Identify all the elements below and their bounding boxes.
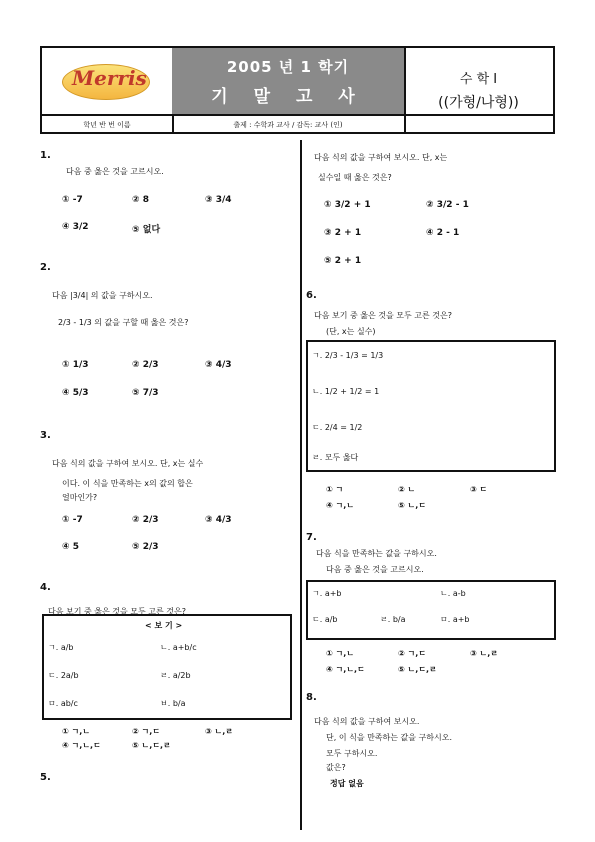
- choice: ② 2/3: [132, 360, 159, 370]
- choice: ⑤ 7/3: [132, 388, 159, 398]
- question-text: (단, x는 실수): [326, 327, 376, 336]
- answer-choice: ⑤ ㄴ,ㄷ,ㄹ: [132, 741, 171, 750]
- choice: ⑤ 2/3: [132, 542, 159, 552]
- question-text: 이다. 이 식을 만족하는 x의 값의 합은: [62, 479, 193, 488]
- subject-name: 수 학 I: [459, 72, 498, 87]
- question-text: 다음 중 옳은 것을 고르시오.: [66, 167, 164, 176]
- student-info: 학년 반 번 이름: [42, 116, 174, 134]
- box-item: ㄷ. 2a/b: [48, 671, 79, 680]
- answer-choice: ② ㄱ,ㄷ: [398, 649, 427, 658]
- box-item: ㅁ. a+b: [440, 615, 470, 624]
- logo-area: [42, 48, 174, 114]
- answer-choice: ④ ㄱ,ㄴ,ㄷ: [62, 741, 101, 750]
- box-item: ㅂ. b/a: [160, 699, 186, 708]
- answer-choice: ④ ㄱ,ㄴ,ㄷ: [326, 665, 365, 674]
- exam-header: [40, 46, 555, 134]
- answer-choice: ④ ㄱ,ㄴ: [326, 501, 355, 510]
- choice: ④ 2 - 1: [426, 228, 460, 238]
- question-text: 단, 이 식을 만족하는 값을 구하시오.: [326, 733, 452, 742]
- choice: ③ 3/4: [205, 195, 232, 205]
- answer-choice: ① ㄱ,ㄴ: [326, 649, 355, 658]
- answer-choice: ⑤ ㄴ,ㄷ: [398, 501, 427, 510]
- box-item: ㄴ. a+b/c: [160, 643, 197, 652]
- question-text: 다음 보기 중 옳은 것을 모두 고른 것은?: [314, 311, 452, 320]
- subject-type: ((가형/나형)): [438, 95, 519, 111]
- question-text: 실수일 때 옳은 것은?: [318, 173, 392, 182]
- box-title: < 보 기 >: [145, 621, 183, 630]
- box-item: ㄱ. a+b: [312, 589, 342, 598]
- question-text: 다음 중 옳은 것을 고르시오.: [326, 565, 424, 574]
- exam-term: 2005 년 1 학기: [226, 58, 350, 76]
- question-text: 다음 보기 중 옳은 것을 모두 고른 것은?: [48, 607, 186, 616]
- example-box: [306, 580, 556, 640]
- answer-choice: ③ ㄷ: [470, 485, 488, 494]
- answer-choice: 정답 없음: [330, 779, 364, 788]
- choice: ② 2/3: [132, 515, 159, 525]
- question-text: 다음 식을 만족하는 값을 구하시오.: [316, 549, 437, 558]
- answer-choice: ⑤ ㄴ,ㄷ,ㄹ: [398, 665, 437, 674]
- answer-choice: ② ㄱ,ㄷ: [132, 727, 161, 736]
- box-line: ㄹ. 모두 옳다: [312, 453, 359, 462]
- column-divider: [300, 140, 302, 830]
- box-item: ㅁ. ab/c: [48, 699, 78, 708]
- question-number: 5.: [40, 772, 51, 783]
- answer-choice: ① ㄱ,ㄴ: [62, 727, 91, 736]
- question-text: 다음 식의 값을 구하여 보시오.: [314, 717, 420, 726]
- question-number: 8.: [306, 692, 317, 703]
- answer-choice: ③ ㄴ,ㄹ: [470, 649, 499, 658]
- box-item: ㄹ. a/2b: [160, 671, 191, 680]
- choice: ② 3/2 - 1: [426, 200, 469, 210]
- choice: ① -7: [62, 515, 83, 525]
- title-area: [172, 48, 406, 114]
- question-text: 모두 구하시오.: [326, 749, 378, 758]
- answer-choice: ① ㄱ: [326, 485, 344, 494]
- box-line: ㄱ. 2/3 - 1/3 = 1/3: [312, 351, 384, 360]
- header-footer: [42, 114, 553, 134]
- choice: ① 3/2 + 1: [324, 200, 371, 210]
- question-number: 1.: [40, 150, 51, 161]
- answer-choice: ③ ㄴ,ㄹ: [205, 727, 234, 736]
- box-item: ㄱ. a/b: [48, 643, 74, 652]
- choice: ④ 3/2: [62, 222, 89, 232]
- box-item: ㄷ. a/b: [312, 615, 338, 624]
- question-text: 다음 식의 값을 구하여 보시오. 단, x는: [314, 153, 448, 162]
- question-text: 2/3 - 1/3 의 값을 구할 때 옳은 것은?: [58, 318, 189, 327]
- choice: ③ 4/3: [205, 515, 232, 525]
- choice: ⑤ 없다: [132, 225, 161, 235]
- choice: ② 8: [132, 195, 150, 205]
- choice: ① -7: [62, 195, 83, 205]
- box-line: ㄴ. 1/2 + 1/2 = 1: [312, 387, 380, 396]
- question-text: 다음 식의 값을 구하여 보시오. 단, x는 실수: [52, 459, 204, 468]
- question-number: 3.: [40, 430, 51, 441]
- question-text: 얼마인가?: [62, 493, 98, 502]
- question-text: 값은?: [326, 763, 346, 772]
- choice: ④ 5/3: [62, 388, 89, 398]
- choice: ③ 2 + 1: [324, 228, 362, 238]
- logo: Merris: [72, 66, 147, 90]
- choice: ④ 5: [62, 542, 80, 552]
- question-number: 7.: [306, 532, 317, 543]
- box-line: ㄷ. 2/4 = 1/2: [312, 423, 363, 432]
- choice: ⑤ 2 + 1: [324, 256, 362, 266]
- subject-area: [404, 48, 553, 114]
- question-number: 6.: [306, 290, 317, 301]
- box-item: ㄴ. a-b: [440, 589, 466, 598]
- choice: ③ 4/3: [205, 360, 232, 370]
- answer-choice: ② ㄴ: [398, 485, 416, 494]
- question-number: 2.: [40, 262, 51, 273]
- choice: ① 1/3: [62, 360, 89, 370]
- question-text: 다음 |3/4| 의 값을 구하시오.: [52, 291, 153, 300]
- question-number: 4.: [40, 582, 51, 593]
- box-item: ㄹ. b/a: [380, 615, 406, 624]
- exam-title: 기 말 고 사: [211, 87, 365, 107]
- exam-info: 출제 : 수학과 교사 / 감독: 교사 (인): [172, 116, 406, 134]
